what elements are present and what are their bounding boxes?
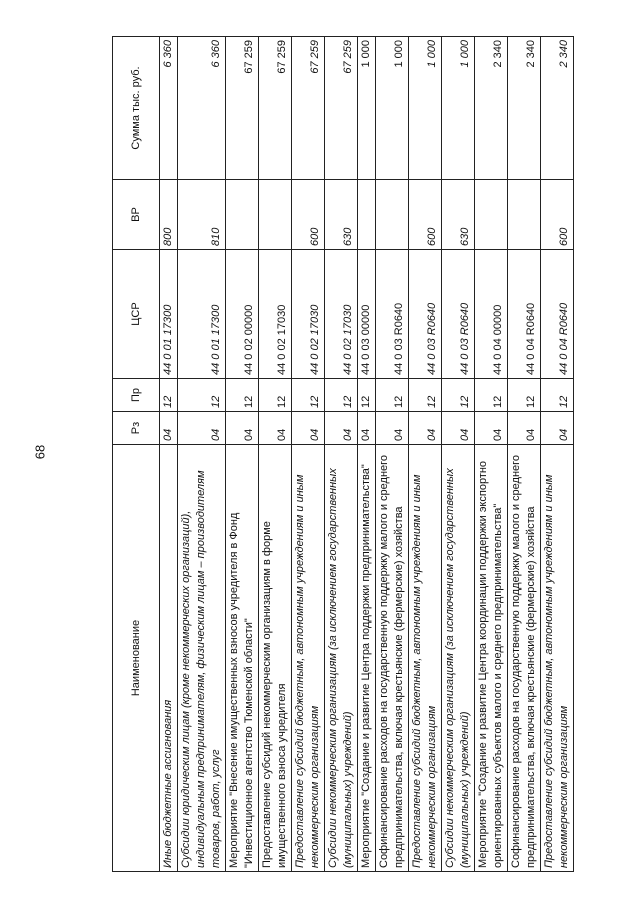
cell-csr: 44 0 01 17300 xyxy=(178,250,226,379)
cell-name: Мероприятие "Создание и развитие Центра координации поддержки экспортно ориентированных субъектов малого и среднего предпринимательства" xyxy=(475,445,508,872)
cell-pr: 12 xyxy=(541,379,574,412)
cell-csr: 44 0 01 17300 xyxy=(160,250,178,379)
cell-vr: 600 xyxy=(409,180,442,250)
cell-rz: 04 xyxy=(325,412,358,445)
cell-csr: 44 0 04 00000 xyxy=(475,250,508,379)
cell-csr: 44 0 03 00000 xyxy=(358,250,376,379)
cell-pr: 12 xyxy=(475,379,508,412)
cell-sum: 2 340 xyxy=(475,37,508,180)
cell-sum: 2 340 xyxy=(508,37,541,180)
cell-rz: 04 xyxy=(376,412,409,445)
cell-vr xyxy=(259,180,292,250)
cell-name: Предоставление субсидий некоммерческим организациям в форме имущественного взноса учредителя xyxy=(259,445,292,872)
table-row xyxy=(259,37,292,872)
table-row xyxy=(160,37,178,872)
cell-rz: 04 xyxy=(178,412,226,445)
table-row xyxy=(541,37,574,872)
column-header-name: Наименование xyxy=(113,445,160,872)
cell-sum: 1 000 xyxy=(376,37,409,180)
cell-csr: 44 0 03 R0640 xyxy=(442,250,475,379)
cell-csr: 44 0 04 R0640 xyxy=(508,250,541,379)
cell-name: Субсидии некоммерческим организациям (за исключением государственных (муниципальных) учреждений) xyxy=(325,445,358,872)
cell-name: Субсидии юридическим лицам (кроме некоммерческих организаций), индивидуальным предпринимателям, физическим лицам – производителям товаров, работ, услуг xyxy=(178,445,226,872)
cell-csr: 44 0 02 17030 xyxy=(292,250,325,379)
cell-sum: 1 000 xyxy=(409,37,442,180)
cell-rz: 04 xyxy=(160,412,178,445)
column-header-vr: ВР xyxy=(113,180,160,250)
table-row xyxy=(226,37,259,872)
table-row xyxy=(292,37,325,872)
cell-pr: 12 xyxy=(226,379,259,412)
cell-sum: 1 000 xyxy=(358,37,376,180)
cell-rz: 04 xyxy=(259,412,292,445)
cell-vr: 630 xyxy=(442,180,475,250)
cell-sum: 6 360 xyxy=(178,37,226,180)
cell-vr: 810 xyxy=(178,180,226,250)
cell-vr xyxy=(376,180,409,250)
cell-csr: 44 0 02 17030 xyxy=(325,250,358,379)
cell-rz: 04 xyxy=(541,412,574,445)
cell-pr: 12 xyxy=(160,379,178,412)
table-row xyxy=(358,37,376,872)
table-header-row xyxy=(113,37,160,872)
cell-sum: 67 259 xyxy=(259,37,292,180)
table-row xyxy=(325,37,358,872)
cell-vr: 800 xyxy=(160,180,178,250)
cell-name: Мероприятие "Внесение имущественных взносов учредителя в Фонд "Инвестиционное агентство Тюменской области" xyxy=(226,445,259,872)
cell-name: Иные бюджетные ассигнования xyxy=(160,445,178,872)
cell-sum: 2 340 xyxy=(541,37,574,180)
cell-rz: 04 xyxy=(358,412,376,445)
table-body xyxy=(160,37,574,872)
table-row xyxy=(508,37,541,872)
column-header-rz: Рз xyxy=(113,412,160,445)
cell-sum: 1 000 xyxy=(442,37,475,180)
cell-vr xyxy=(475,180,508,250)
table-row xyxy=(178,37,226,872)
cell-pr: 12 xyxy=(358,379,376,412)
cell-name: Субсидии некоммерческим организациям (за исключением государственных (муниципальных) учреждений) xyxy=(442,445,475,872)
column-header-csr: ЦСР xyxy=(113,250,160,379)
column-header-pr: Пр xyxy=(113,379,160,412)
cell-pr: 12 xyxy=(409,379,442,412)
cell-name: Софинансирование расходов на государственную поддержку малого и среднего предпринимательства, включая крестьянские (фермерские) хозяйства xyxy=(508,445,541,872)
table-row xyxy=(376,37,409,872)
cell-vr: 630 xyxy=(325,180,358,250)
cell-csr: 44 0 02 00000 xyxy=(226,250,259,379)
cell-sum: 67 259 xyxy=(226,37,259,180)
cell-rz: 04 xyxy=(508,412,541,445)
cell-pr: 12 xyxy=(259,379,292,412)
cell-rz: 04 xyxy=(292,412,325,445)
cell-vr xyxy=(358,180,376,250)
cell-rz: 04 xyxy=(409,412,442,445)
cell-name: Предоставление субсидий бюджетным, автономным учреждениям и иным некоммерческим организациям xyxy=(292,445,325,872)
cell-csr: 44 0 04 R0640 xyxy=(541,250,574,379)
cell-sum: 67 259 xyxy=(325,37,358,180)
cell-pr: 12 xyxy=(292,379,325,412)
table-row xyxy=(409,37,442,872)
cell-vr xyxy=(226,180,259,250)
cell-name: Предоставление субсидий бюджетным, автономным учреждениям и иным некоммерческим организациям xyxy=(541,445,574,872)
cell-name: Софинансирование расходов на государственную поддержку малого и среднего предпринимательства, включая крестьянские (фермерские) хозяйства xyxy=(376,445,409,872)
cell-pr: 12 xyxy=(508,379,541,412)
cell-vr: 600 xyxy=(292,180,325,250)
budget-table xyxy=(112,36,574,872)
table-row xyxy=(442,37,475,872)
cell-csr: 44 0 02 17030 xyxy=(259,250,292,379)
cell-csr: 44 0 03 R0640 xyxy=(409,250,442,379)
cell-pr: 12 xyxy=(325,379,358,412)
cell-csr: 44 0 03 R0640 xyxy=(376,250,409,379)
cell-sum: 67 259 xyxy=(292,37,325,180)
cell-vr: 600 xyxy=(541,180,574,250)
cell-vr xyxy=(508,180,541,250)
column-header-sum: Сумма тыс. руб. xyxy=(113,37,160,180)
cell-pr: 12 xyxy=(178,379,226,412)
cell-rz: 04 xyxy=(475,412,508,445)
cell-pr: 12 xyxy=(376,379,409,412)
cell-rz: 04 xyxy=(442,412,475,445)
cell-name: Предоставление субсидий бюджетным, автономным учреждениям и иным некоммерческим организациям xyxy=(409,445,442,872)
page-number: 68 xyxy=(32,444,48,460)
cell-sum: 6 360 xyxy=(160,37,178,180)
cell-rz: 04 xyxy=(226,412,259,445)
cell-pr: 12 xyxy=(442,379,475,412)
cell-name: Мероприятие "Создание и развитие Центра поддержки предпринимательства" xyxy=(358,445,376,872)
table-row xyxy=(475,37,508,872)
rotated-page-content xyxy=(112,37,570,872)
